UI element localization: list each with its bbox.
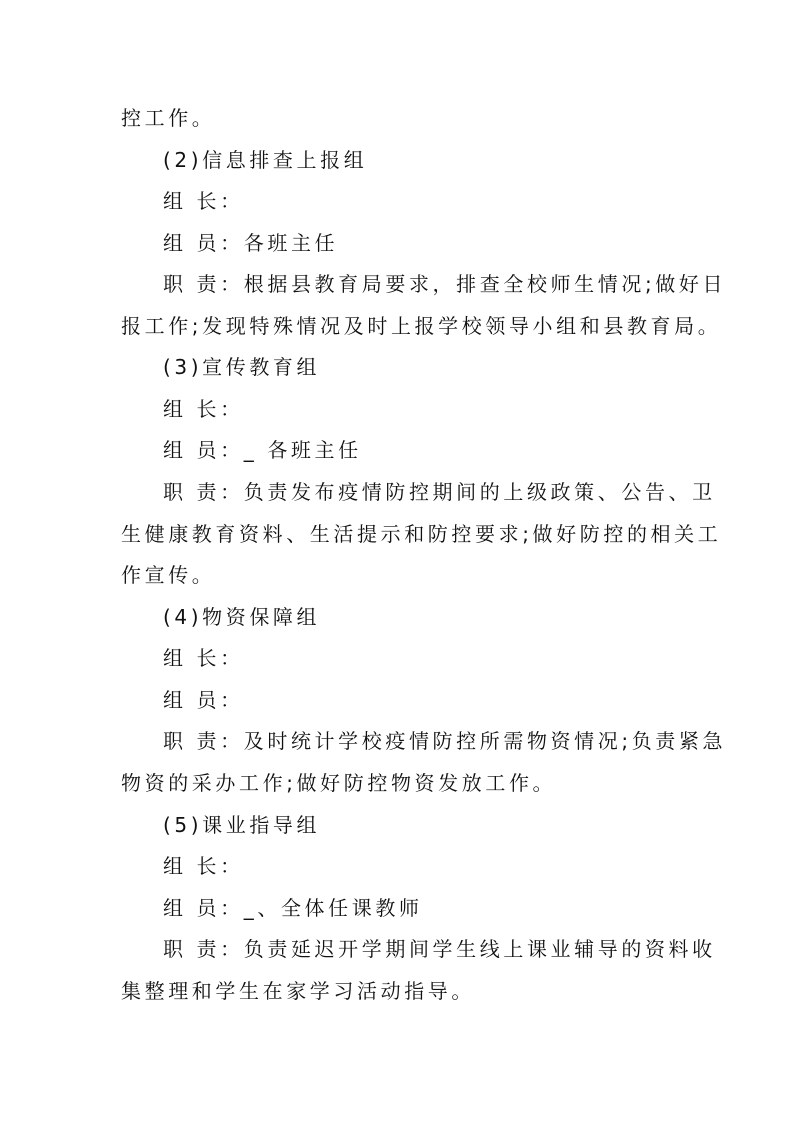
duty-line-continuation: 集整理和学生在家学习活动指导。 (121, 979, 475, 1003)
group-leader-line: 组 长： (163, 189, 244, 213)
duty-line: 职 责：及时统计学校疫情防控所需物资情况;负责紧急 (163, 729, 727, 753)
group-member-line: 组 员：_、全体任课教师 (163, 896, 423, 920)
group-member-line: 组 员：各班主任 (163, 231, 339, 255)
duty-line-continuation: 作宣传。 (121, 563, 216, 587)
duty-line-continuation: 物资的采办工作;做好防控物资发放工作。 (121, 771, 557, 795)
section-heading-coursework-guidance: (5)课业指导组 (163, 813, 321, 837)
duty-line-continuation: 报工作;发现特殊情况及时上报学校领导小组和县教育局。 (121, 314, 722, 338)
section-heading-info-reporting: (2)信息排查上报组 (163, 148, 368, 172)
group-leader-line: 组 长： (163, 397, 244, 421)
duty-line-continuation: 生健康教育资料、生活提示和防控要求;做好防控的相关工 (121, 522, 722, 546)
group-leader-line: 组 长： (163, 854, 244, 878)
duty-line: 职 责：根据县教育局要求，排查全校师生情况;做好日 (163, 272, 727, 296)
section-heading-publicity-education: (3)宣传教育组 (163, 355, 321, 379)
duty-line: 职 责：负责发布疫情防控期间的上级政策、公告、卫 (163, 480, 716, 504)
section-heading-material-support: (4)物资保障组 (163, 605, 321, 629)
duty-line: 职 责：负责延迟开学期间学生线上课业辅导的资料收 (163, 937, 716, 961)
paragraph-continuation: 控工作。 (121, 106, 216, 130)
group-leader-line: 组 长： (163, 646, 244, 670)
group-member-line: 组 员：_ 各班主任 (163, 438, 362, 462)
group-member-line: 组 员： (163, 688, 244, 712)
